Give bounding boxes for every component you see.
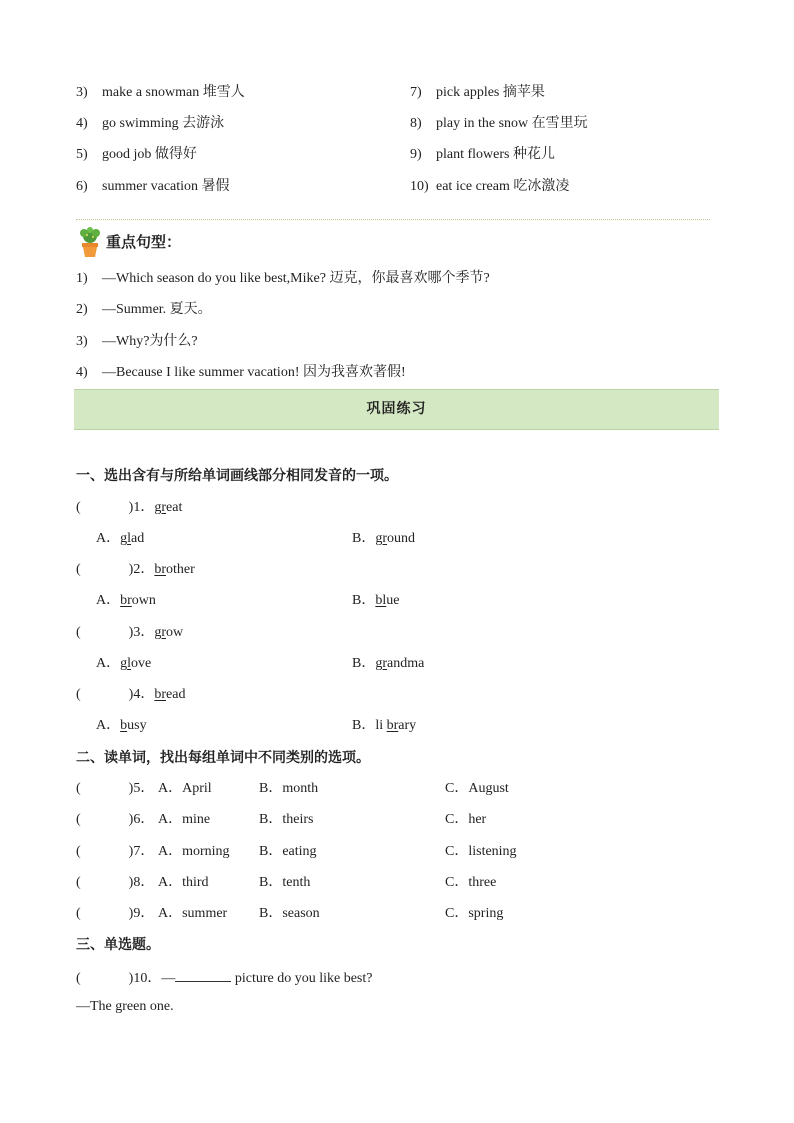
vocab-english: good job (102, 147, 152, 162)
vocab-english: go swimming (102, 116, 179, 131)
question-number: )1． (128, 500, 155, 515)
key-sentence (76, 301, 212, 319)
option-b[interactable]: B．theirs (259, 812, 314, 827)
sentence-number: 2) (76, 302, 88, 317)
sentence-number: 4) (76, 365, 88, 380)
option-b[interactable]: B．blue (352, 593, 400, 608)
vocab-english: plant flowers (436, 147, 510, 162)
option-a[interactable]: A．summer (158, 906, 228, 921)
option-a[interactable]: A．April (158, 781, 212, 796)
practice-banner-title: 巩固练习 (366, 401, 427, 417)
question-number: )3． (128, 625, 155, 640)
option-a[interactable]: A．third (158, 875, 209, 890)
sentence-text: —Because I like summer vacation! 因为我喜欢著假! (102, 365, 406, 380)
question-row (76, 686, 185, 704)
vocab-chinese: 摘苹果 (502, 84, 545, 100)
key-sentences-title: 重点句型： (106, 233, 182, 251)
vocab-chinese: 种花儿 (512, 146, 555, 162)
option-c[interactable]: C．three (445, 875, 497, 890)
option-a[interactable]: A．mine (158, 812, 211, 827)
answer-paren-open: ( (76, 562, 81, 577)
vocab-english: make a snowman (102, 85, 200, 100)
question-number: )8． (128, 875, 155, 890)
question-text: picture do you like best? (231, 971, 373, 986)
key-sentence (76, 364, 406, 382)
section3-title: 三、单选题。 (76, 937, 160, 953)
option-c[interactable]: C．listening (445, 844, 517, 859)
vocab-item (410, 145, 555, 164)
vocab-chinese: 做得好 (154, 146, 197, 162)
answer-paren-open: ( (76, 781, 81, 796)
sentence-text: —Summer. 夏天。 (102, 302, 212, 317)
question-row (76, 780, 596, 798)
option-c[interactable]: C．August (445, 781, 509, 796)
vocab-number: 8) (410, 116, 422, 131)
vocab-number: 10) (410, 179, 429, 194)
option-c[interactable]: C．her (445, 812, 487, 827)
question-word: bread (154, 687, 186, 702)
vocab-item (410, 83, 545, 102)
question-number: )4． (128, 687, 155, 702)
question-number: )6． (128, 812, 155, 827)
vocab-chinese: 在雪里玩 (531, 115, 588, 131)
vocab-item (410, 177, 569, 196)
question-row (76, 499, 182, 517)
question-number: )7． (128, 844, 155, 859)
fill-blank[interactable] (175, 967, 231, 982)
answer-paren-open: ( (76, 687, 81, 702)
answer-paren-open: ( (76, 625, 81, 640)
answer-paren-open: ( (76, 500, 81, 515)
vocab-number: 7) (410, 85, 422, 100)
answer-paren-open: ( (76, 875, 81, 890)
question-number: )5． (128, 781, 155, 796)
key-sentence (76, 333, 198, 351)
question-10-answer: —The green one. (76, 999, 174, 1014)
question-word: grow (154, 625, 184, 640)
vocab-english: summer vacation (102, 179, 199, 194)
question-word: great (154, 500, 183, 515)
vocab-item (410, 114, 588, 133)
vocab-item (76, 177, 230, 196)
option-b[interactable]: B．ground (352, 531, 416, 546)
vocab-number: 3) (76, 85, 88, 100)
sentence-text: —Why?为什么? (102, 334, 198, 349)
sentence-number: 3) (76, 334, 88, 349)
option-b[interactable]: B．li brary (352, 718, 417, 733)
answer-paren-open: ( (76, 906, 81, 921)
vocab-english: eat ice cream (436, 179, 510, 194)
option-c[interactable]: C．spring (445, 906, 504, 921)
sentence-text: —Which season do you like best,Mike? 迈克，你最喜欢哪个季节? (102, 271, 490, 286)
vocab-chinese: 堆雪人 (202, 84, 245, 100)
answer-paren-open: ( (76, 812, 81, 827)
vocab-number: 6) (76, 179, 88, 194)
option-a[interactable]: A．glove (96, 656, 152, 671)
option-b[interactable]: B．eating (259, 844, 317, 859)
question-word: brother (154, 562, 195, 577)
question-row (76, 905, 596, 923)
option-a[interactable]: A．brown (96, 593, 156, 608)
option-b[interactable]: B．tenth (259, 875, 311, 890)
option-b[interactable]: B．month (259, 781, 319, 796)
option-a[interactable]: A．morning (158, 844, 230, 859)
question-row (76, 561, 195, 579)
key-sentence (76, 270, 490, 288)
vocab-chinese: 暑假 (201, 178, 230, 194)
vocab-chinese: 去游泳 (182, 115, 225, 131)
vocab-item (76, 145, 197, 164)
vocab-number: 4) (76, 116, 88, 131)
vocab-english: play in the snow (436, 116, 529, 131)
sentence-number: 1) (76, 271, 88, 286)
option-b[interactable]: B．season (259, 906, 320, 921)
option-b[interactable]: B．grandma (352, 656, 425, 671)
vocab-number: 9) (410, 147, 422, 162)
vocab-english: pick apples (436, 85, 500, 100)
vocab-number: 5) (76, 147, 88, 162)
practice-banner (74, 389, 719, 430)
section1-title: 一、选出含有与所给单词画线部分相同发音的一项。 (76, 468, 398, 484)
question-row (76, 624, 183, 642)
question-row (76, 811, 596, 829)
answer-paren-open: ( (76, 971, 81, 986)
vocab-chinese: 吃冰激凌 (513, 178, 570, 194)
option-a[interactable]: A．busy (96, 718, 147, 733)
question-number: )9． (128, 906, 155, 921)
vocab-item (76, 83, 245, 102)
question-10 (76, 967, 372, 988)
dotted-divider (76, 219, 710, 220)
answer-paren-open: ( (76, 844, 81, 859)
vocab-item (76, 114, 224, 133)
option-a[interactable]: A．glad (96, 531, 145, 546)
question-row (76, 874, 596, 892)
section2-title: 二、读单词，找出每组单词中不同类别的选项。 (76, 750, 370, 766)
question-number: )2． (128, 562, 155, 577)
question-number: )10．— (128, 971, 176, 986)
plant-pot-icon (76, 225, 104, 259)
question-row (76, 843, 596, 861)
